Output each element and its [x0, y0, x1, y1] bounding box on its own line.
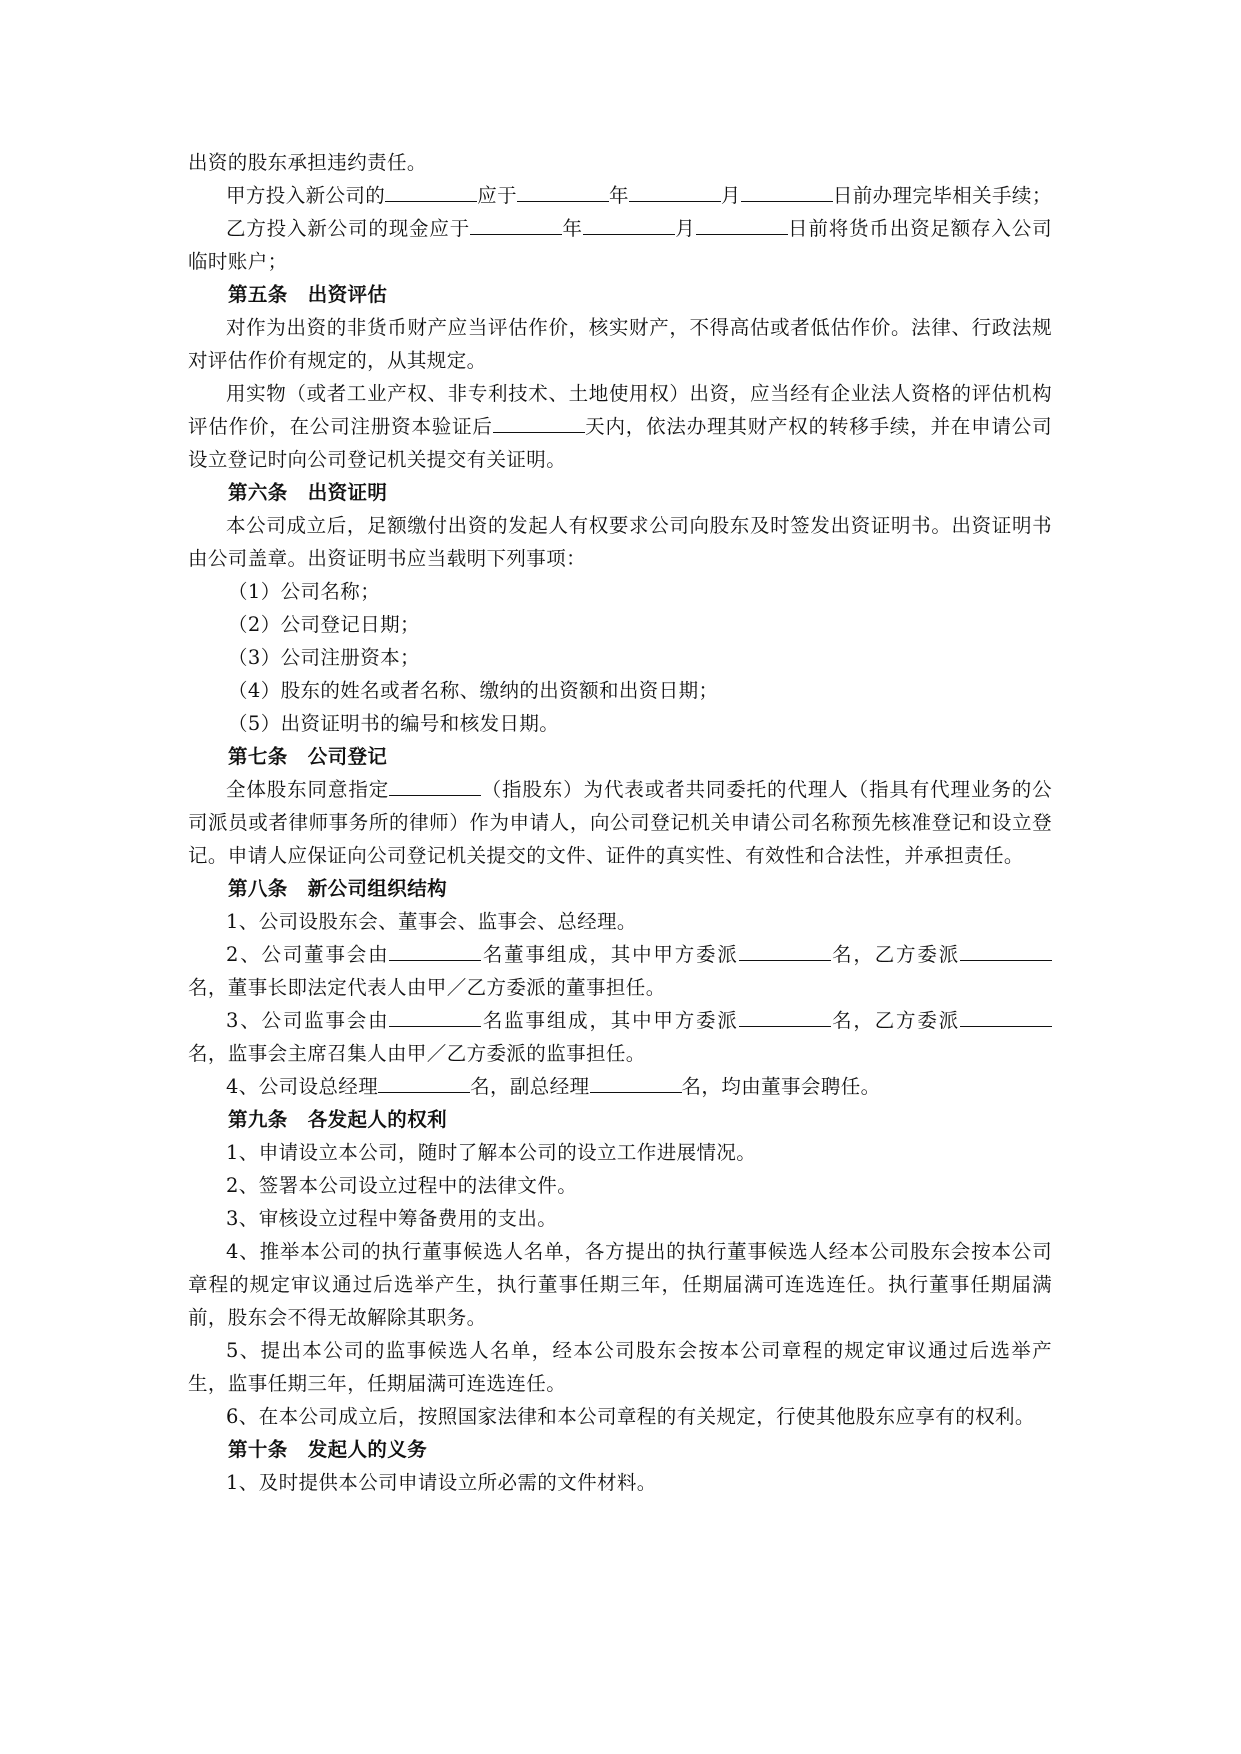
- article-heading: [188, 740, 1052, 773]
- article-number: 第十条: [228, 1438, 288, 1461]
- body-paragraph: 4、推举本公司的执行董事候选人名单，各方提出的执行董事候选人经本公司股东会按本公司章程的规定审议通过后选举产生，执行董事任期三年，任期届满可连选连任。执行董事任期届满前，股东会不得无故解除其职务。: [188, 1240, 1052, 1329]
- fill-in-blank[interactable]: [739, 938, 831, 961]
- fill-in-blank[interactable]: [629, 179, 721, 202]
- article-title: 各发起人的权利: [307, 1108, 448, 1131]
- body-paragraph: [188, 1004, 1052, 1070]
- body-paragraph: [188, 212, 1052, 278]
- body-paragraph: 6、在本公司成立后，按照国家法律和本公司章程的有关规定，行使其他股东应享有的权利。: [226, 1405, 1035, 1428]
- body-paragraph: 1、及时提供本公司申请设立所必需的文件材料。: [226, 1471, 657, 1494]
- body-paragraph: 1、申请设立本公司，随时了解本公司的设立工作进展情况。: [226, 1141, 757, 1164]
- paragraph-text: 天内，依法办理其财产权的转移手续，并在申请公司设立登记时向公司登记机关提交有关证明。: [188, 415, 1052, 471]
- article-heading: [188, 1433, 1052, 1466]
- document-body: [188, 146, 1052, 1499]
- article-number: 第五条: [228, 283, 288, 306]
- article-heading: [188, 872, 1052, 905]
- paragraph-text: 3、公司监事会由: [226, 1009, 390, 1032]
- paragraph-text: （指股东）为代表或者共同委托的代理人（指具有代理业务的公司派员或者律师事务所的律师）作为申请人，向公司登记机关申请公司名称预先核准登记和设立登记。申请人应保证向公司登记机关提交的文件、证件的真实性、有效性和合法性，并承担责任。: [188, 778, 1053, 867]
- fill-in-blank[interactable]: [590, 1070, 682, 1093]
- fill-in-blank[interactable]: [739, 1004, 831, 1027]
- body-paragraph: 3、审核设立过程中筹备费用的支出。: [226, 1207, 558, 1230]
- article-title: 新公司组织结构: [307, 877, 448, 900]
- list-item: （1）公司名称；: [228, 580, 381, 603]
- article-heading: [188, 1103, 1052, 1136]
- fill-in-blank[interactable]: [389, 773, 481, 796]
- fill-in-blank[interactable]: [696, 212, 788, 235]
- article-title: 发起人的义务: [307, 1438, 428, 1461]
- article-heading: [188, 476, 1052, 509]
- paragraph-text: 日前将货币出资足额存入公司临时账户；: [188, 217, 1052, 273]
- body-paragraph: [188, 938, 1052, 1004]
- body-paragraph: 2、签署本公司设立过程中的法律文件。: [226, 1174, 578, 1197]
- paragraph-text: 全体股东同意指定: [226, 778, 390, 801]
- fill-in-blank[interactable]: [960, 938, 1052, 961]
- paragraph-text: 月: [674, 217, 696, 240]
- fill-in-blank[interactable]: [470, 212, 562, 235]
- article-number: 第七条: [228, 745, 288, 768]
- fill-in-blank[interactable]: [517, 179, 609, 202]
- list-item: （5）出资证明书的编号和核发日期。: [228, 712, 560, 735]
- paragraph-text: 名，乙方委派: [830, 943, 961, 966]
- body-paragraph: [188, 773, 1052, 872]
- paragraph-text: 名监事组成，其中甲方委派: [481, 1009, 739, 1032]
- body-paragraph: 对作为出资的非货币财产应当评估作价，核实财产，不得高估或者低估作价。法律、行政法规对评估作价有规定的，从其规定。: [188, 316, 1052, 372]
- paragraph-text: 年: [562, 217, 583, 240]
- paragraph-text: 日前办理完毕相关手续；: [832, 184, 1052, 207]
- body-paragraph: [188, 1070, 1052, 1103]
- fill-in-blank[interactable]: [583, 212, 675, 235]
- article-title: 出资评估: [307, 283, 388, 306]
- paragraph-text: 年: [609, 184, 629, 207]
- body-paragraph: 5、提出本公司的监事候选人名单，经本公司股东会按本公司章程的规定审议通过后选举产生，监事任期三年，任期届满可连选连任。: [188, 1339, 1052, 1395]
- paragraph-text: 乙方投入新公司的现金应于: [226, 217, 471, 240]
- body-paragraph: 本公司成立后，足额缴付出资的发起人有权要求公司向股东及时签发出资证明书。出资证明书由公司盖章。出资证明书应当载明下列事项：: [188, 514, 1052, 570]
- body-paragraph: 出资的股东承担违约责任。: [188, 151, 427, 174]
- article-heading: [188, 278, 1052, 311]
- paragraph-text: 名，副总经理: [470, 1075, 590, 1098]
- paragraph-text: 名，乙方委派: [830, 1009, 961, 1032]
- paragraph-text: 名，监事会主席召集人由甲／乙方委派的监事担任。: [188, 1042, 646, 1065]
- body-paragraph: [188, 179, 1052, 212]
- fill-in-blank[interactable]: [389, 938, 481, 961]
- paragraph-text: 月: [720, 184, 741, 207]
- fill-in-blank[interactable]: [741, 179, 833, 202]
- body-paragraph: [188, 377, 1052, 476]
- paragraph-text: 4、公司设总经理: [226, 1075, 379, 1098]
- fill-in-blank[interactable]: [389, 1004, 481, 1027]
- list-item: （3）公司注册资本；: [228, 646, 420, 669]
- article-number: 第八条: [228, 877, 288, 900]
- article-title: 出资证明: [307, 481, 388, 504]
- article-title: 公司登记: [307, 745, 388, 768]
- fill-in-blank[interactable]: [960, 1004, 1052, 1027]
- paragraph-text: 名董事组成，其中甲方委派: [481, 943, 739, 966]
- article-number: 第六条: [228, 481, 288, 504]
- paragraph-text: 甲方投入新公司的: [226, 184, 386, 207]
- fill-in-blank[interactable]: [378, 1070, 470, 1093]
- list-item: （4）股东的姓名或者名称、缴纳的出资额和出资日期；: [228, 679, 719, 702]
- body-paragraph: 1、公司设股东会、董事会、监事会、总经理。: [226, 910, 637, 933]
- list-item: （2）公司登记日期；: [228, 613, 420, 636]
- article-number: 第九条: [228, 1108, 288, 1131]
- paragraph-text: 用实物（或者工业产权、非专利技术、土地使用权）出资，应当经有企业法人资格的评估机构评估作价，在公司注册资本验证后: [188, 382, 1052, 438]
- paragraph-text: 名，董事长即法定代表人由甲／乙方委派的董事担任。: [188, 976, 666, 999]
- paragraph-text: 名，均由董事会聘任。: [681, 1075, 881, 1098]
- fill-in-blank[interactable]: [385, 179, 477, 202]
- paragraph-text: 2、公司董事会由: [226, 943, 390, 966]
- fill-in-blank[interactable]: [493, 410, 585, 433]
- paragraph-text: 应于: [477, 184, 518, 207]
